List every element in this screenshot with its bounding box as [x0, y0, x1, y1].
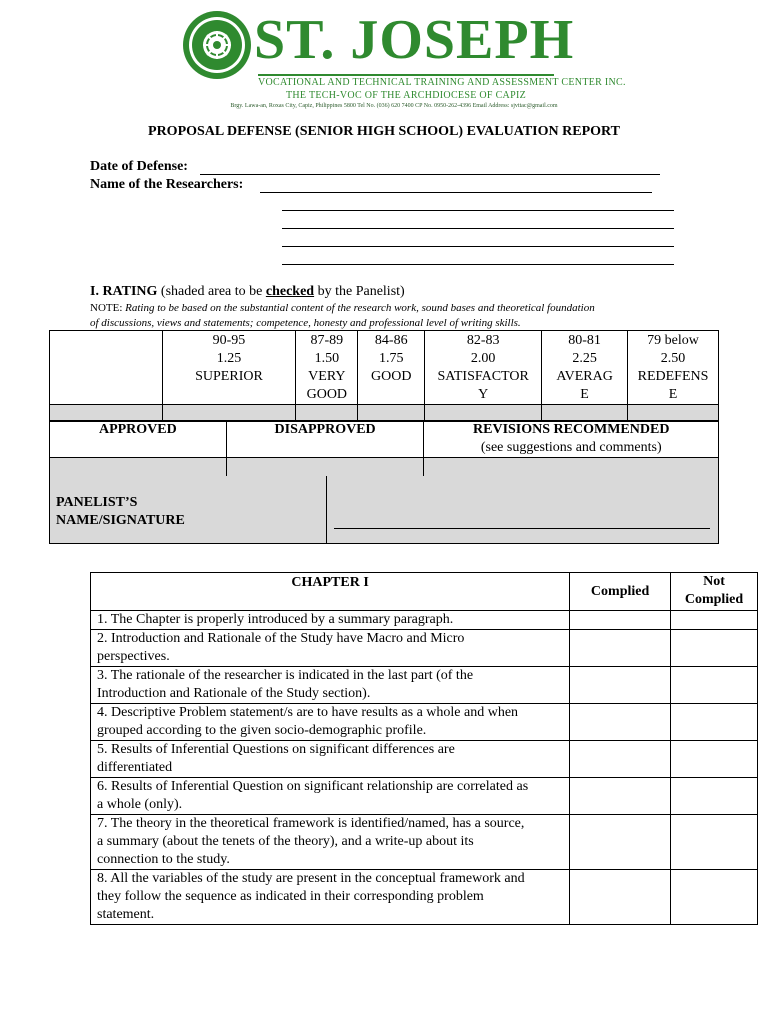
panelist-label: PANELIST’S NAME/SIGNATURE: [56, 495, 185, 528]
criterion-text: [91, 611, 570, 630]
panelist-divider: [326, 476, 327, 543]
criterion-text: [91, 741, 570, 778]
criterion-text: [91, 630, 570, 667]
criterion-text: [91, 667, 570, 704]
not-complied-check-cell[interactable]: [671, 815, 758, 870]
not-complied-check-cell[interactable]: [671, 870, 758, 925]
revisions-header: REVISIONS RECOMMENDED (see suggestions and comments): [424, 421, 719, 458]
criterion-line: 1. The Chapter is properly introduced by a summary paragraph.: [97, 612, 454, 627]
researchers-label: Name of the Researchers:: [90, 177, 244, 192]
complied-header: Complied: [570, 573, 671, 611]
contact-info: Brgy. Lawa-an, Roxas City, Capiz, Philippines 5800 Tel No. (036) 620 7400 CP No. 0950-262-4396 Email Address: sjvttac@gmail.com: [230, 103, 558, 109]
criterion-row: [91, 870, 758, 925]
approved-header: APPROVED: [50, 421, 227, 458]
rating-corner-cell: [50, 331, 163, 405]
criterion-row: [91, 630, 758, 667]
school-seal-icon: [182, 10, 252, 80]
rating-note-line-1: NOTE: Rating to be based on the substantial content of the research work, sound bases and theoretical foundation: [90, 302, 595, 314]
researcher-line-4[interactable]: [282, 246, 674, 247]
complied-check-cell[interactable]: [570, 815, 671, 870]
letterhead: [138, 4, 650, 112]
rating-column-average: 80-81 2.25 AVERAG E: [542, 331, 628, 405]
rating-note-line-2: of discussions, views and statements; competence, honesty and professional level of writing skills.: [90, 317, 521, 329]
not-complied-check-cell[interactable]: [671, 667, 758, 704]
panelist-section: [49, 476, 719, 544]
document-title: PROPOSAL DEFENSE (SENIOR HIGH SCHOOL) EVALUATION REPORT: [148, 124, 620, 139]
brand-rule: [258, 74, 554, 76]
complied-check-cell[interactable]: [570, 741, 671, 778]
panelist-signature-line[interactable]: [334, 528, 710, 529]
chapter-title: CHAPTER I: [91, 573, 570, 611]
criterion-line: a whole (only).: [97, 797, 183, 812]
rating-column-superior: 90-95 1.25 SUPERIOR: [162, 331, 296, 405]
not-complied-check-cell[interactable]: [671, 741, 758, 778]
approved-check-cell[interactable]: [50, 458, 227, 477]
criterion-line: 3. The rationale of the researcher is indicated in the last part (of the: [97, 668, 474, 683]
criterion-line: 5. Results of Inferential Questions on significant differences are: [97, 742, 455, 757]
rating-check-cell-redefense[interactable]: [628, 405, 719, 422]
rating-column-redefense: 79 below 2.50 REDEFENS E: [628, 331, 719, 405]
researcher-line-1[interactable]: [260, 192, 652, 193]
criterion-line: 6. Results of Inferential Question on significant relationship are correlated as: [97, 779, 529, 794]
criterion-line: a summary (about the tenets of the theory), and a write-up about its: [97, 834, 474, 849]
brand-tagline: THE TECH-VOC OF THE ARCHDIOCESE OF CAPIZ: [286, 90, 526, 101]
researcher-line-2[interactable]: [282, 210, 674, 211]
disapproved-check-cell[interactable]: [226, 458, 424, 477]
researcher-line-5[interactable]: [282, 264, 674, 265]
criterion-row: [91, 667, 758, 704]
criterion-line: they follow the sequence as indicated in their corresponding problem: [97, 889, 484, 904]
criterion-line: 8. All the variables of the study are present in the conceptual framework and: [97, 871, 525, 886]
criterion-row: [91, 704, 758, 741]
rating-check-cell-satisfactory[interactable]: [425, 405, 542, 422]
complied-check-cell[interactable]: [570, 611, 671, 630]
rating-check-cell-average[interactable]: [542, 405, 628, 422]
criterion-line: statement.: [97, 907, 155, 922]
rating-heading: I. RATING (shaded area to be checked by the Panelist): [90, 284, 405, 299]
researcher-line-3[interactable]: [282, 228, 674, 229]
rating-check-cell-superior[interactable]: [162, 405, 296, 422]
not-complied-check-cell[interactable]: [671, 778, 758, 815]
criterion-text: [91, 704, 570, 741]
criterion-row: [91, 611, 758, 630]
rating-check-cell-very-good[interactable]: [296, 405, 358, 422]
rating-table: [49, 330, 719, 422]
criterion-text: [91, 870, 570, 925]
criterion-line: 4. Descriptive Problem statement/s are to have results as a whole and when: [97, 705, 519, 720]
date-of-defense-label: Date of Defense:: [90, 159, 188, 174]
complied-check-cell[interactable]: [570, 778, 671, 815]
criterion-line: differentiated: [97, 760, 173, 775]
rating-column-good: 84-86 1.75 GOOD: [358, 331, 425, 405]
disapproved-header: DISAPPROVED: [226, 421, 424, 458]
criterion-row: [91, 741, 758, 778]
criterion-row: [91, 778, 758, 815]
complied-check-cell[interactable]: [570, 704, 671, 741]
complied-check-cell[interactable]: [570, 667, 671, 704]
rating-check-cell-label: [50, 405, 163, 422]
chapter-table: [90, 572, 758, 925]
decision-table: [49, 420, 719, 477]
criterion-text: [91, 815, 570, 870]
brand-name: ST. JOSEPH: [254, 9, 575, 71]
not-complied-header: Not Complied: [671, 573, 758, 611]
revisions-check-cell[interactable]: [424, 458, 719, 477]
criterion-line: 2. Introduction and Rationale of the Study have Macro and Micro: [97, 631, 465, 646]
criterion-text: [91, 778, 570, 815]
rating-column-very-good: 87-89 1.50 VERY GOOD: [296, 331, 358, 405]
criterion-line: Introduction and Rationale of the Study section).: [97, 686, 371, 701]
criterion-line: perspectives.: [97, 649, 170, 664]
criterion-line: 7. The theory in the theoretical framework is identified/named, has a source,: [97, 816, 525, 831]
complied-check-cell[interactable]: [570, 630, 671, 667]
not-complied-check-cell[interactable]: [671, 630, 758, 667]
date-of-defense-line[interactable]: [200, 174, 660, 175]
criterion-line: grouped according to the given socio-demographic profile.: [97, 723, 427, 738]
rating-check-cell-good[interactable]: [358, 405, 425, 422]
brand-subtitle: VOCATIONAL AND TECHNICAL TRAINING AND ASSESSMENT CENTER INC.: [258, 77, 626, 88]
rating-column-satisfactory: 82-83 2.00 SATISFACTOR Y: [425, 331, 542, 405]
complied-check-cell[interactable]: [570, 870, 671, 925]
criterion-line: connection to the study.: [97, 852, 230, 867]
criterion-row: [91, 815, 758, 870]
not-complied-check-cell[interactable]: [671, 611, 758, 630]
not-complied-check-cell[interactable]: [671, 704, 758, 741]
